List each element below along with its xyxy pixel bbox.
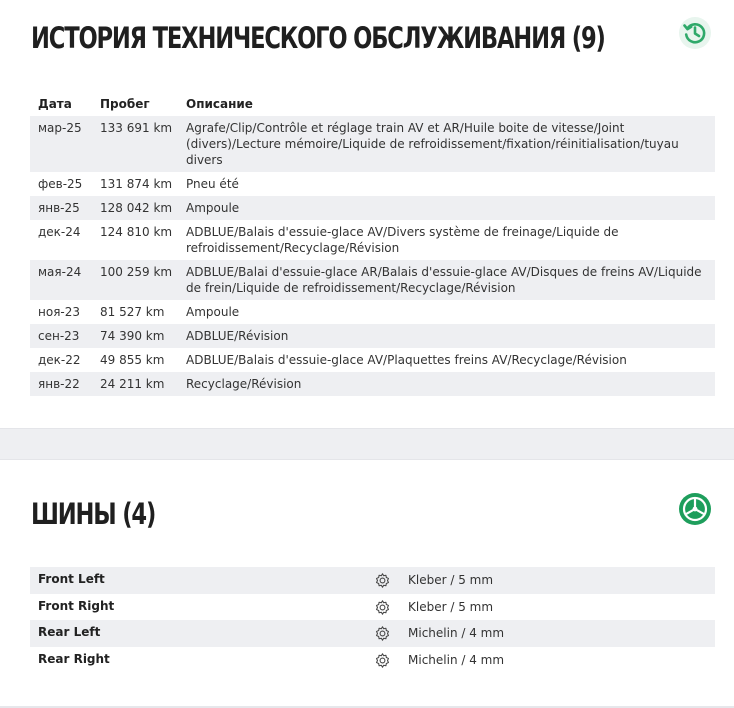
tire-info: Kleber / 5 mm: [408, 599, 494, 614]
gear-icon: [374, 572, 391, 589]
tire-info: Kleber / 5 mm: [408, 573, 494, 587]
table-row: [30, 116, 715, 172]
maintenance-history-title: ИСТОРИЯ ТЕХНИЧЕСКОГО ОБСЛУЖИВАНИЯ (9): [31, 21, 605, 55]
row-description: Ampoule: [186, 201, 240, 215]
row-date: ноя-23: [38, 305, 81, 319]
tires-title: ШИНЫ (4): [31, 497, 156, 531]
row-description: ADBLUE/Révision: [186, 329, 289, 343]
row-description: ADBLUE/Balais d'essuie-glace AV/Plaquettes freins AV/Recyclage/Révision: [186, 353, 627, 367]
table-row: [30, 220, 715, 260]
row-date: янв-25: [38, 201, 80, 215]
row-description: ADBLUE/Balai d'essuie-glace AR/Balais d'essuie-glace AV/Disques de freins AV/Liquide de frein/Liquide de refroidissement/Recyclage/Révision: [186, 265, 702, 295]
column-header-description: Описание: [186, 97, 253, 111]
maintenance-history-table: [30, 92, 715, 396]
history-icon: [678, 16, 712, 50]
row-date: сен-23: [38, 329, 80, 343]
tire-row-front-left: [30, 567, 715, 594]
table-row: [30, 348, 715, 372]
table-row: [30, 172, 715, 196]
row-description: Pneu été: [186, 177, 239, 191]
row-mileage: 124 810 km: [100, 225, 173, 239]
table-header-row: [30, 92, 715, 116]
row-mileage: 74 390 km: [100, 329, 165, 343]
row-date: янв-22: [38, 377, 80, 391]
gear-icon: [374, 625, 391, 642]
row-mileage: 24 211 km: [100, 377, 165, 391]
row-date: дек-24: [38, 225, 81, 239]
row-description: ADBLUE/Balais d'essuie-glace AV/Divers système de freinage/Liquide de refroidissement/Recyclage/Révision: [186, 225, 619, 255]
tire-row-rear-left: [30, 620, 715, 647]
section-divider: [0, 428, 734, 460]
tire-row-front-right: [30, 594, 715, 621]
row-description: Agrafe/Clip/Contrôle et réglage train AV et AR/Huile boite de vitesse/Joint (divers)/Lecture mémoire/Liquide de refroidissement/fixation/réinitialisation/tuyau divers: [186, 121, 679, 167]
row-description: Recyclage/Révision: [186, 377, 302, 391]
tire-row-rear-right: [30, 647, 715, 674]
row-mileage: 131 874 km: [100, 177, 173, 191]
tire-position: Rear Right: [38, 651, 110, 666]
row-date: мар-25: [38, 121, 82, 135]
table-row: [30, 196, 715, 220]
tire-position: Rear Left: [38, 625, 101, 639]
table-row: [30, 372, 715, 396]
table-row: [30, 324, 715, 348]
row-date: фев-25: [38, 177, 83, 191]
table-row: [30, 260, 715, 300]
row-description: Ampoule: [186, 305, 240, 319]
column-header-date: Дата: [38, 97, 72, 111]
row-mileage: 128 042 km: [100, 201, 173, 215]
tire-info: Michelin / 4 mm: [408, 626, 505, 640]
row-date: дек-22: [38, 353, 81, 367]
row-mileage: 133 691 km: [100, 121, 173, 135]
tire-info: Michelin / 4 mm: [408, 652, 505, 667]
tire-wheel-icon: [678, 492, 712, 526]
gear-icon: [374, 599, 391, 616]
row-mileage: 81 527 km: [100, 305, 165, 319]
tires-list: [30, 567, 715, 673]
table-row: [30, 300, 715, 324]
row-date: мая-24: [38, 265, 82, 279]
gear-icon: [374, 652, 391, 669]
row-mileage: 100 259 km: [100, 265, 173, 279]
tire-position: Front Left: [38, 572, 105, 586]
column-header-mileage: Пробег: [100, 97, 150, 111]
tire-position: Front Right: [38, 598, 115, 613]
row-mileage: 49 855 km: [100, 353, 165, 367]
